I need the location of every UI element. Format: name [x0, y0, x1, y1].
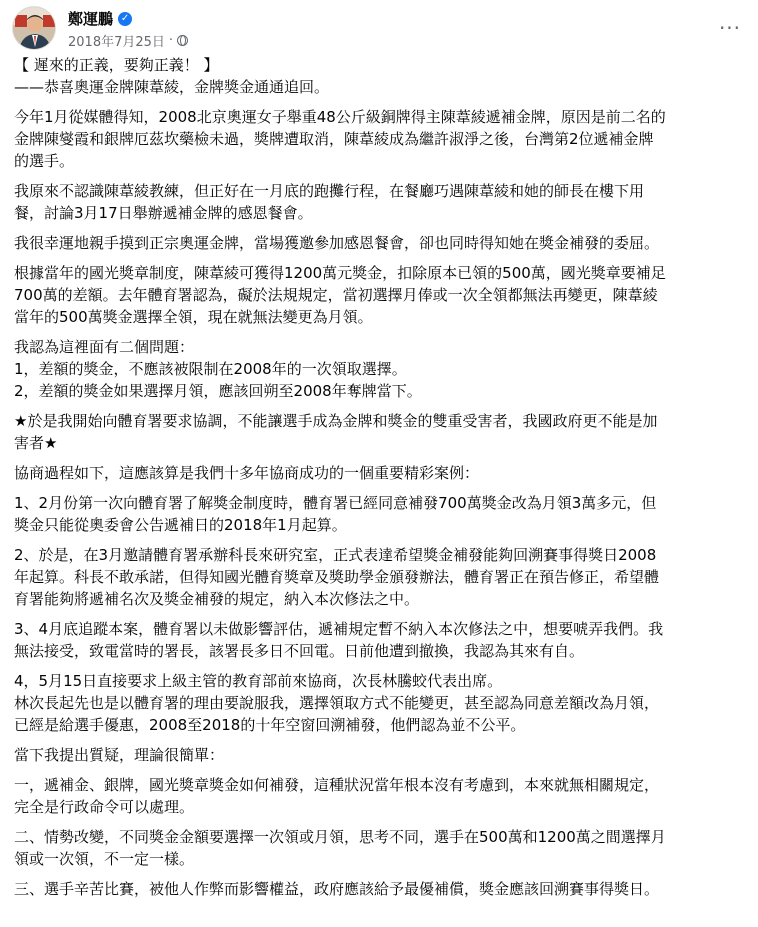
post-text-line: 協商過程如下，這應該算是我們十多年協商成功的一個重要精彩案例：: [14, 464, 480, 482]
post-text-line: 700萬的差額。去年體育署認為，礙於法規規定，當初選擇月俸或一次全領都無法再變更，陳葦綾: [14, 286, 658, 304]
post-paragraph: [14, 106, 744, 172]
post-paragraph: [14, 878, 744, 900]
post-text-line: 三、選手辛苦比賽，被他人作弊而影響權益，政府應該給予最優補償，獎金應該回溯賽事得獎日。: [14, 880, 660, 898]
post-text-line: ★於是我開始向體育署要求協調，不能讓選手成為金牌和獎金的雙重受害者，我國政府更不能是加: [14, 412, 658, 430]
post-meta: [68, 31, 188, 50]
post-text-line: 害者★: [14, 434, 58, 452]
post-text-line: 我原來不認識陳葦綾教練，但正好在一月底的跑攤行程，在餐廳巧遇陳葦綾和她的師長在樓下用: [14, 182, 645, 200]
globe-icon[interactable]: [177, 35, 188, 46]
post-text-line: 獎金只能從奧委會公告遞補日的2018年1月起算。: [14, 516, 347, 534]
post-text-line: 育署能夠將遞補名次及獎金補發的規定，納入本次修法之中。: [14, 590, 420, 608]
post-text-line: 我很幸運地親手摸到正宗奧運金牌，當場獲邀參加感恩餐會，卻也同時得知她在獎金補發的委屈。: [14, 234, 660, 252]
post-paragraph: [14, 262, 744, 328]
post-text-line: 完全是行政命令可以處理。: [14, 798, 195, 816]
post-text-line: 一，遞補金、銀牌，國光獎章獎金如何補發，這種狀況當年根本沒有考慮到，本來就無相關規定，: [14, 776, 660, 794]
author-name[interactable]: 鄭運鵬: [68, 10, 114, 28]
verified-badge-icon: ✓: [118, 12, 132, 26]
post-paragraph: [14, 492, 744, 536]
post-paragraph: [14, 544, 744, 610]
post-text-line: 年起算。科長不敢承諾，但得知國光體育獎章及獎助學金頒發辦法，體育署正在預告修正，希望體: [14, 568, 660, 586]
meta-separator: ·: [168, 33, 174, 48]
post-paragraph: [14, 826, 744, 870]
post-text-line: 二、情勢改變，不同獎金金額要選擇一次領或月領，思考不同，選手在500萬和1200萬之間選擇月: [14, 828, 666, 846]
post-paragraph: [14, 744, 744, 766]
post-paragraph: [14, 232, 744, 254]
post-paragraph: [14, 618, 744, 662]
post-text-line: 3、4月底追蹤本案，體育署以未做影響評估，遞補規定暫不納入本次修法之中，想要唬弄我們。我: [14, 620, 664, 638]
post-text-line: 根據當年的國光獎章制度，陳葦綾可獲得1200萬元獎金，扣除原本已領的500萬，國光獎章要補足: [14, 264, 666, 282]
post-text-line: 已經是給選手優惠，2008至2018的十年空窗回溯補發，他們認為並不公平。: [14, 716, 526, 734]
more-options-icon[interactable]: ···: [718, 16, 742, 40]
post-text-line: 1、2月份第一次向體育署了解獎金制度時，體育署已經同意補發700萬獎金改為月領3萬多元，但: [14, 494, 657, 512]
post-body: [14, 54, 744, 900]
post-paragraph: [14, 774, 744, 818]
post-text-line: 2，差額的獎金如果選擇月領，應該回朔至2008年奪牌當下。: [14, 382, 422, 400]
post-paragraph: [14, 180, 744, 224]
post-text-line: 1，差額的獎金，不應該被限制在2008年的一次領取選擇。: [14, 360, 407, 378]
author-avatar[interactable]: [12, 6, 56, 50]
post-paragraph: [14, 462, 744, 484]
post-text-line: 當年的500萬獎金選擇全領，現在就無法變更為月領。: [14, 308, 373, 326]
post-text-line: 4，5月15日直接要求上級主管的教育部前來協商，次長林騰蛟代表出席。: [14, 672, 503, 690]
post-text-line: 無法接受，致電當時的署長，該署長多日不回電。日前他遭到撤換，我認為其來有自。: [14, 642, 585, 660]
author-line: [68, 8, 132, 29]
post-paragraph: [14, 336, 744, 402]
post-text-line: 餐，討論3月17日舉辦遞補金牌的感恩餐會。: [14, 204, 313, 222]
post-text-line: 當下我提出質疑，理論很簡單：: [14, 746, 225, 764]
post-text-line: 我認為這裡面有二個問題：: [14, 338, 195, 356]
post-date[interactable]: 2018年7月25日: [68, 35, 165, 50]
post-text-line: 2、於是，在3月邀請體育署承辦科長來研究室，正式表達希望獎金補發能夠回溯賽事得獎日2008: [14, 546, 657, 564]
post-text-line: 【 遲來的正義，要夠正義！ 】: [14, 56, 219, 74]
post-text-line: ——恭喜奧運金牌陳葦綾，金牌獎金通通追回。: [14, 78, 330, 96]
post-text-line: 金牌陳燮霞和銀牌厄茲坎藥檢未過，獎牌遭取消，陳葦綾成為繼許淑淨之後，台灣第2位遞補金牌: [14, 130, 654, 148]
post-paragraph: [14, 670, 744, 736]
post-paragraph: [14, 410, 744, 454]
post-text-line: 林次長起先也是以體育署的理由要說服我，選擇領取方式不能變更，甚至認為同意差額改為月領，: [14, 694, 660, 712]
post-paragraph: [14, 54, 744, 98]
post-header: [12, 6, 752, 50]
post-text-line: 的選手。: [14, 152, 75, 170]
post-text-line: 今年1月從媒體得知，2008北京奧運女子舉重48公斤級銅牌得主陳葦綾遞補金牌，原因是前二名的: [14, 108, 666, 126]
post-text-line: 領或一次領，不一定一樣。: [14, 850, 195, 868]
